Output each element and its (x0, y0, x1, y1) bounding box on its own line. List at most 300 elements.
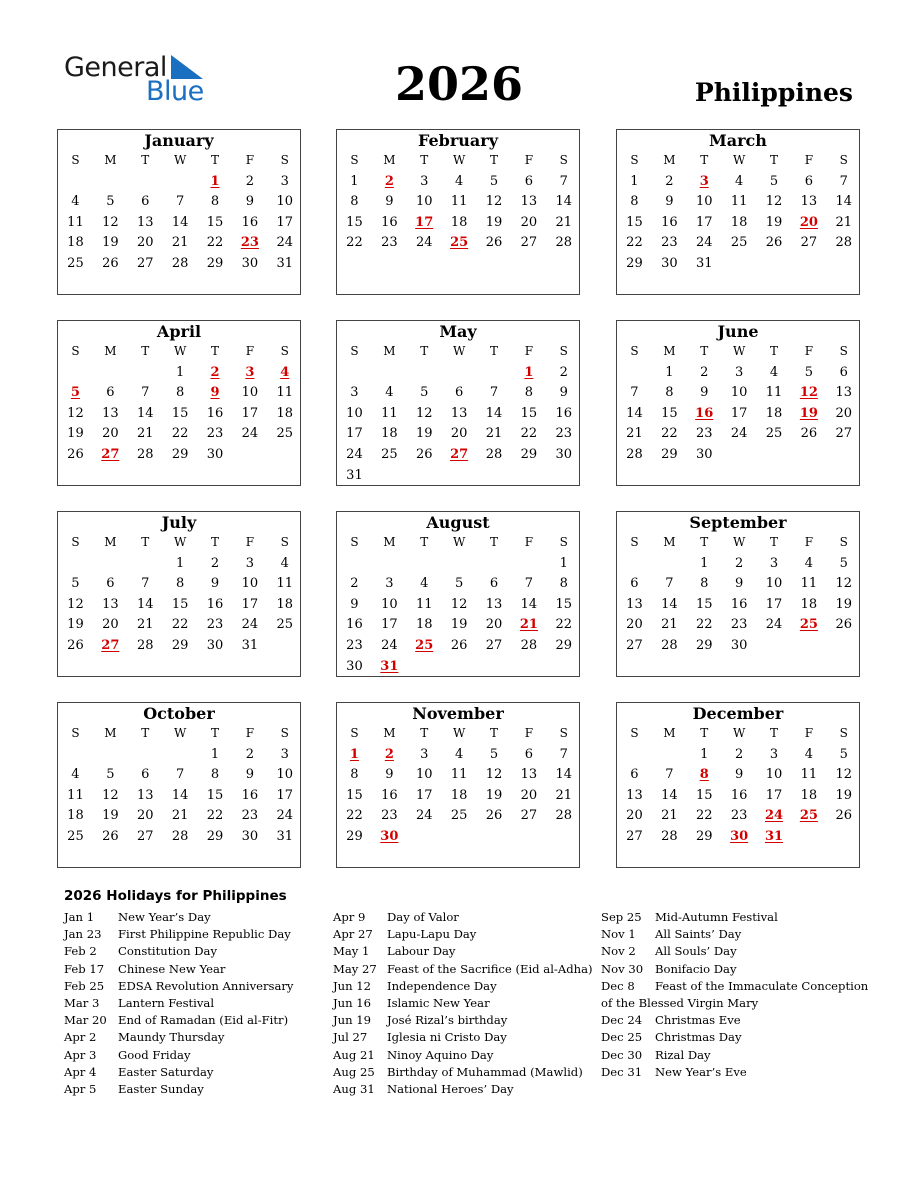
day-cell: 20 (520, 214, 538, 230)
holiday-date: Jun 12 (333, 978, 372, 993)
day-cell: 18 (67, 235, 84, 251)
day-cell: 9 (559, 385, 568, 401)
weekday-header: S (350, 344, 359, 358)
empty-day-cell (511, 554, 546, 575)
weekday-header: W (173, 726, 187, 740)
day-cell: 13 (520, 767, 538, 783)
day-cell: 8 (630, 194, 639, 210)
day-cell: 21 (171, 235, 189, 251)
day-cell: 26 (67, 637, 84, 653)
weekday-header: T (211, 344, 220, 358)
holiday-item (333, 1029, 593, 1046)
day-grid (337, 342, 579, 486)
weekday-header: T (141, 535, 150, 549)
weekday-header: M (663, 726, 676, 740)
day-cell: 11 (450, 194, 468, 210)
day-cell: 26 (835, 808, 853, 824)
empty-day-cell (337, 363, 372, 384)
day-cell: 8 (350, 194, 359, 210)
day-cell: 11 (415, 596, 433, 612)
day-cell: 20 (626, 617, 643, 633)
day-cell: 10 (415, 194, 433, 210)
day-cell: 2 (700, 364, 709, 380)
day-cell: 13 (800, 194, 818, 210)
holiday-name: José Rizal’s birthday (387, 1013, 508, 1028)
weekday-header: W (732, 726, 746, 740)
day-cell: 29 (346, 828, 363, 844)
day-cell: 5 (489, 746, 499, 762)
day-cell: 2 (665, 173, 674, 189)
weekday-header: S (839, 726, 848, 740)
day-cell: 19 (835, 787, 853, 803)
holiday-day-cell: 31 (380, 658, 399, 674)
day-cell: 10 (276, 194, 294, 210)
day-cell: 2 (245, 173, 255, 189)
empty-day-cell (617, 745, 652, 766)
weekday-header: F (245, 344, 255, 358)
day-cell: 15 (346, 787, 363, 803)
holiday-date: Jan 23 (64, 927, 102, 942)
day-cell: 29 (626, 255, 643, 271)
day-cell: 9 (210, 576, 220, 592)
day-cell: 18 (381, 426, 398, 442)
day-cell: 8 (350, 767, 359, 783)
day-cell: 27 (835, 426, 853, 442)
day-cell: 14 (485, 405, 503, 421)
day-cell: 16 (730, 596, 748, 612)
day-cell: 26 (102, 828, 119, 844)
holiday-name: Chinese New Year (118, 961, 226, 976)
month-may (336, 320, 580, 486)
weekday-header: T (700, 726, 709, 740)
day-cell: 31 (276, 255, 294, 271)
holiday-name: Rizal Day (655, 1047, 711, 1062)
weekday-header: S (559, 153, 568, 167)
holiday-name: Easter Sunday (118, 1082, 204, 1097)
day-cell: 23 (695, 426, 713, 442)
month-october (57, 702, 301, 868)
weekday-header: S (559, 344, 568, 358)
holiday-date: Aug 21 (333, 1047, 375, 1062)
day-cell: 20 (102, 426, 119, 442)
day-cell: 28 (835, 235, 853, 251)
holiday-date: Jul 27 (333, 1030, 368, 1045)
day-cell: 13 (136, 214, 154, 230)
day-cell: 1 (665, 364, 674, 380)
holiday-name: of the Blessed Virgin Mary (601, 996, 759, 1011)
day-cell: 8 (175, 385, 185, 401)
holiday-name: Easter Saturday (118, 1064, 214, 1079)
weekday-header: S (630, 344, 639, 358)
day-cell: 12 (102, 214, 119, 230)
month-name: August (426, 513, 490, 532)
month-name: May (439, 322, 477, 341)
holiday-name: Mid-Autumn Festival (655, 910, 778, 924)
empty-day-cell (128, 554, 163, 575)
holiday-date: Sep 25 (601, 910, 642, 924)
holiday-item (601, 978, 868, 995)
day-cell: 2 (210, 555, 220, 571)
holiday-item (333, 1081, 593, 1098)
day-cell: 15 (661, 405, 678, 421)
day-cell: 8 (524, 385, 534, 401)
day-cell: 14 (520, 596, 538, 612)
month-march (616, 129, 860, 295)
day-cell: 19 (415, 426, 433, 442)
day-cell: 20 (835, 405, 853, 421)
holiday-name: End of Ramadan (Eid al-Fitr) (118, 1013, 289, 1028)
holiday-date: Jan 1 (64, 910, 95, 924)
day-cell: 1 (175, 555, 185, 571)
weekday-header: S (71, 535, 80, 549)
weekday-header: S (280, 726, 289, 740)
day-cell: 25 (381, 446, 398, 462)
empty-day-cell (617, 363, 652, 384)
day-cell: 27 (800, 235, 818, 251)
weekday-header: S (71, 726, 80, 740)
holiday-date: Apr 3 (64, 1047, 97, 1062)
day-cell: 14 (136, 405, 154, 421)
day-cell: 23 (730, 617, 748, 633)
holiday-date: Feb 2 (64, 944, 97, 959)
day-cell: 16 (206, 596, 224, 612)
day-cell: 14 (555, 194, 573, 210)
holiday-name: New Year’s Eve (655, 1064, 747, 1079)
day-cell: 22 (206, 235, 224, 251)
day-cell: 10 (381, 596, 398, 612)
day-cell: 16 (661, 214, 678, 230)
day-cell: 16 (730, 787, 748, 803)
weekday-header: M (104, 726, 117, 740)
day-cell: 13 (102, 405, 119, 421)
day-cell: 9 (700, 385, 709, 401)
day-cell: 17 (276, 787, 294, 803)
day-cell: 24 (381, 637, 398, 653)
weekday-header: T (770, 726, 779, 740)
empty-day-cell (442, 363, 477, 384)
holiday-day-cell: 4 (280, 364, 290, 380)
holiday-day-cell: 5 (70, 385, 80, 401)
holiday-item (64, 1047, 293, 1064)
day-cell: 22 (346, 808, 363, 824)
day-cell: 1 (210, 746, 220, 762)
day-cell: 9 (385, 194, 394, 210)
day-cell: 6 (839, 364, 848, 380)
day-cell: 25 (450, 808, 468, 824)
holiday-date: Dec 8 (601, 978, 635, 993)
day-cell: 16 (241, 214, 259, 230)
day-cell: 11 (381, 405, 398, 421)
day-cell: 22 (520, 426, 538, 442)
empty-day-cell (128, 745, 163, 766)
day-cell: 27 (136, 255, 154, 271)
day-cell: 23 (206, 617, 224, 633)
holiday-day-cell: 30 (380, 828, 399, 844)
day-grid (617, 151, 859, 275)
day-cell: 10 (765, 576, 783, 592)
day-cell: 30 (661, 255, 678, 271)
day-cell: 22 (206, 808, 224, 824)
weekday-header: F (245, 153, 255, 167)
day-grid (617, 533, 859, 657)
month-name: September (689, 513, 787, 532)
weekday-header: W (173, 535, 187, 549)
weekday-header: T (770, 535, 779, 549)
holiday-item (64, 1012, 293, 1029)
month-name: March (709, 131, 767, 150)
holiday-name: Christmas Day (655, 1030, 742, 1045)
day-cell: 10 (730, 385, 748, 401)
weekday-header: S (350, 726, 359, 740)
day-cell: 31 (695, 255, 713, 271)
weekday-header: T (700, 153, 709, 167)
weekday-header: T (490, 153, 499, 167)
holiday-date: Apr 5 (64, 1082, 97, 1097)
day-cell: 20 (450, 426, 468, 442)
holiday-item (64, 961, 293, 978)
holidays-title: 2026 Holidays for Philippines (64, 888, 287, 904)
day-cell: 5 (489, 173, 499, 189)
weekday-header: M (383, 153, 396, 167)
holiday-day-cell: 21 (519, 617, 538, 633)
holiday-item (601, 995, 868, 1012)
weekday-header: T (490, 344, 499, 358)
day-cell: 30 (730, 637, 748, 653)
empty-day-cell (93, 554, 128, 575)
day-cell: 27 (520, 235, 538, 251)
empty-day-cell (93, 745, 128, 766)
day-cell: 7 (559, 173, 568, 189)
day-cell: 4 (769, 364, 779, 380)
day-cell: 6 (524, 173, 534, 189)
day-cell: 14 (661, 787, 678, 803)
day-cell: 25 (276, 617, 294, 633)
day-cell: 29 (206, 828, 224, 844)
day-cell: 5 (839, 555, 848, 571)
weekday-header: M (383, 535, 396, 549)
day-cell: 3 (385, 576, 394, 592)
holiday-day-cell: 27 (450, 446, 469, 462)
day-cell: 27 (136, 828, 154, 844)
month-name: February (417, 131, 498, 150)
day-cell: 6 (106, 385, 115, 401)
brand-name-general: General (64, 52, 167, 83)
empty-day-cell (477, 554, 512, 575)
day-cell: 6 (804, 173, 814, 189)
empty-day-cell (652, 554, 687, 575)
holiday-day-cell: 2 (384, 173, 394, 189)
day-cell: 23 (346, 637, 363, 653)
holiday-date: May 27 (333, 961, 377, 976)
day-cell: 19 (765, 214, 783, 230)
day-cell: 11 (276, 576, 294, 592)
weekday-header: M (663, 535, 676, 549)
day-cell: 28 (485, 446, 503, 462)
day-cell: 21 (136, 617, 154, 633)
day-cell: 2 (559, 364, 568, 380)
day-cell: 25 (67, 828, 84, 844)
holiday-column (64, 909, 293, 1098)
day-cell: 28 (661, 637, 678, 653)
empty-day-cell (337, 554, 372, 575)
calendar-year: 2026 (394, 57, 524, 111)
day-cell: 4 (454, 746, 464, 762)
day-cell: 19 (67, 617, 84, 633)
day-cell: 15 (206, 787, 224, 803)
holiday-date: Nov 2 (601, 944, 636, 959)
day-cell: 24 (415, 235, 433, 251)
day-grid (337, 533, 579, 677)
weekday-header: F (804, 344, 814, 358)
day-cell: 30 (555, 446, 573, 462)
day-cell: 17 (381, 617, 398, 633)
day-cell: 8 (559, 576, 568, 592)
holiday-day-cell: 2 (210, 364, 220, 380)
empty-day-cell (407, 363, 442, 384)
empty-day-cell (128, 363, 163, 384)
month-name: January (144, 131, 214, 150)
holiday-item (64, 926, 293, 943)
weekday-header: W (732, 153, 746, 167)
day-cell: 23 (241, 808, 259, 824)
day-cell: 16 (346, 617, 363, 633)
day-cell: 10 (695, 194, 713, 210)
day-cell: 3 (769, 746, 779, 762)
holiday-date: Apr 2 (64, 1030, 97, 1045)
holiday-day-cell: 25 (799, 808, 818, 824)
day-cell: 15 (695, 596, 713, 612)
holiday-date: Mar 20 (64, 1013, 107, 1028)
day-cell: 18 (276, 405, 294, 421)
day-cell: 9 (385, 767, 394, 783)
day-cell: 12 (67, 405, 84, 421)
day-cell: 22 (171, 617, 189, 633)
holiday-item (64, 909, 293, 926)
day-cell: 9 (734, 767, 744, 783)
holiday-item (64, 995, 293, 1012)
day-cell: 29 (171, 446, 189, 462)
day-cell: 7 (630, 385, 639, 401)
day-cell: 21 (485, 426, 503, 442)
day-cell: 15 (555, 596, 573, 612)
day-cell: 21 (171, 808, 189, 824)
day-cell: 15 (695, 787, 713, 803)
day-cell: 8 (175, 576, 185, 592)
day-cell: 21 (626, 426, 643, 442)
day-cell: 26 (485, 808, 503, 824)
day-cell: 3 (769, 555, 779, 571)
month-august (336, 511, 580, 677)
day-cell: 18 (765, 405, 783, 421)
day-cell: 4 (280, 555, 289, 571)
day-cell: 23 (206, 426, 224, 442)
weekday-header: T (700, 535, 709, 549)
day-cell: 26 (415, 446, 433, 462)
day-cell: 22 (626, 235, 643, 251)
weekday-header: W (452, 535, 466, 549)
empty-day-cell (407, 554, 442, 575)
holiday-day-cell: 1 (524, 364, 534, 380)
weekday-header: M (383, 726, 396, 740)
day-cell: 28 (555, 235, 573, 251)
day-cell: 11 (276, 385, 294, 401)
month-february (336, 129, 580, 295)
day-cell: 24 (276, 235, 294, 251)
day-grid (58, 151, 300, 275)
day-grid (337, 151, 579, 254)
holiday-name: Feast of the Immaculate Conception (655, 978, 869, 993)
weekday-header: T (490, 726, 499, 740)
day-cell: 24 (730, 426, 748, 442)
holiday-day-cell: 20 (799, 214, 818, 230)
holiday-date: Nov 30 (601, 961, 644, 976)
holiday-name: National Heroes’ Day (387, 1082, 514, 1097)
day-cell: 14 (626, 405, 643, 421)
holiday-column (333, 909, 593, 1098)
holiday-item (333, 995, 593, 1012)
day-cell: 7 (665, 767, 674, 783)
holiday-day-cell: 2 (384, 746, 394, 762)
holiday-item (333, 926, 593, 943)
holiday-date: Aug 31 (333, 1082, 375, 1097)
day-cell: 29 (695, 828, 713, 844)
holiday-item (64, 1081, 293, 1098)
holiday-day-cell: 27 (101, 446, 120, 462)
day-cell: 7 (175, 194, 185, 210)
day-cell: 31 (276, 828, 294, 844)
weekday-header: T (211, 726, 220, 740)
day-cell: 27 (485, 637, 503, 653)
holiday-day-cell: 9 (210, 385, 220, 401)
day-cell: 11 (730, 194, 748, 210)
day-cell: 14 (835, 194, 853, 210)
holiday-item (333, 1047, 593, 1064)
weekday-header: F (804, 153, 814, 167)
day-cell: 15 (346, 214, 363, 230)
day-cell: 7 (559, 746, 568, 762)
weekday-header: F (524, 344, 534, 358)
day-cell: 15 (520, 405, 538, 421)
day-cell: 6 (524, 746, 534, 762)
holiday-name: Feast of the Sacrifice (Eid al-Adha) (387, 961, 593, 976)
day-grid (58, 533, 300, 657)
weekday-header: T (420, 344, 429, 358)
day-cell: 4 (804, 555, 814, 571)
day-cell: 11 (800, 576, 818, 592)
holiday-date: Apr 4 (64, 1064, 97, 1079)
month-july (57, 511, 301, 677)
holiday-date: Jun 19 (333, 1013, 372, 1028)
weekday-header: T (141, 153, 150, 167)
day-cell: 20 (485, 617, 503, 633)
day-cell: 2 (734, 746, 744, 762)
weekday-header: F (245, 726, 255, 740)
day-cell: 23 (730, 808, 748, 824)
day-cell: 28 (171, 255, 189, 271)
day-cell: 14 (171, 214, 189, 230)
day-cell: 19 (450, 617, 468, 633)
holiday-item (333, 961, 593, 978)
holiday-date: May 1 (333, 944, 370, 959)
holiday-day-cell: 3 (699, 173, 709, 189)
holiday-item (64, 943, 293, 960)
day-cell: 28 (171, 828, 189, 844)
weekday-header: S (630, 535, 639, 549)
day-cell: 15 (626, 214, 643, 230)
day-cell: 18 (450, 787, 468, 803)
holiday-date: Nov 1 (601, 927, 636, 942)
day-cell: 16 (381, 214, 398, 230)
